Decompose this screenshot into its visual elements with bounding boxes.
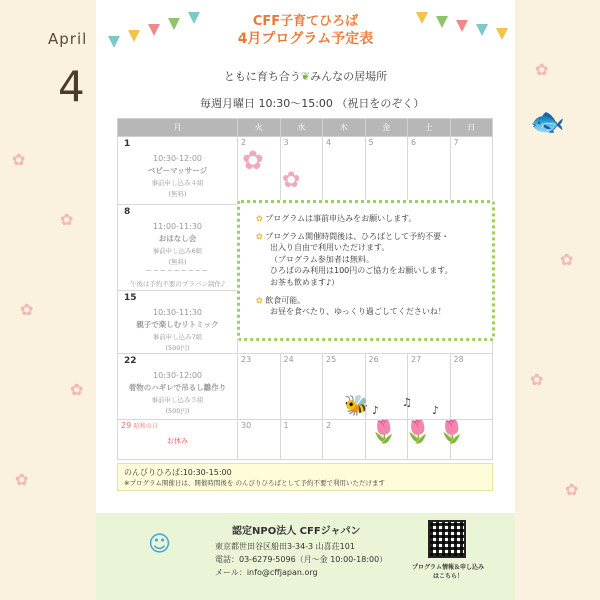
qr-code-icon[interactable] [428,520,466,558]
subtitle-after: みんなの居場所 [310,70,388,83]
org-email[interactable]: メール：info@cffjapan.org [215,568,318,577]
petal-icon: ✿ [530,370,544,389]
day-cell: 4 [323,137,366,205]
org-name: 認定NPO法人 CFFジャパン [232,526,361,537]
day-cell: 23 [238,354,281,420]
date-label: 8 [121,206,234,218]
monday-cell [118,205,238,291]
petal-icon: ✿ [12,150,26,169]
date-label: 22 [121,355,234,367]
bee-icon: 🐝 [344,393,369,417]
program-title: おはなし会 [158,234,197,243]
notice-item-2-line4: ひろばのみ利用は100円のご協力をお願いします。 [270,266,453,276]
petal-icon: ✿ [20,300,34,319]
date-label: 1 [121,138,234,150]
notice-item-2-line2: 出入り自由で利用いただけます。 [270,243,390,253]
weekday-wed: 水 [280,119,323,137]
org-phone: 電話：03-6279-5096（月〜金 10:00-18:00） [215,555,388,564]
nonbiri-hours: のんびりひろば:10:30-15:00 [124,468,232,477]
notice-item-2-line5: お茶も飲めます♪） [270,277,340,287]
notice-item-3-line1: 飲食可能。 [265,295,306,305]
schedule-text: 毎週月曜日 10:30〜15:00 （祝日をのぞく） [200,97,425,110]
tulip-icon: 🌷 [370,420,398,445]
qr-caption: プログラム情報＆申し込みはこちら！ [412,564,484,580]
subtitle [96,68,515,84]
petal-icon: ✿ [560,250,574,269]
program-time: 10:30-12:00 [153,154,202,163]
program-capacity: 事前申し込み6組 [152,247,203,255]
weekday-header-row [118,119,493,137]
subtitle-before: ともに育ち合う [223,70,301,83]
petal-icon: ✿ [565,480,579,499]
day-cell: 5 [365,137,408,205]
notice-item-3 [256,295,482,318]
music-note-icon: ♫ [402,396,412,409]
star-icon: ✿ [256,295,263,305]
monday-cell [118,354,238,420]
closed-label: お休み [167,437,188,445]
week-row-5 [118,420,493,460]
program-fee: (無料) [168,190,187,198]
day-cell: 24 [280,354,323,420]
notice-item-1 [256,213,482,225]
notice-box [237,200,495,341]
program-fee: (500円) [165,407,190,415]
notice-item-1-text: プログラムは事前申込みをお願いします。 [265,214,417,223]
day-cell: 30 [238,420,281,460]
org-logo-icon: ☺ [148,532,171,557]
date-label: 29 [121,421,132,430]
notice-item-2 [256,231,482,289]
program-time: 11:00-11:30 [153,222,202,231]
org-address: 東京都世田谷区船田3-34-3 山喜荘101 [215,542,355,551]
program-capacity: 事前申し込み7組 [152,333,203,341]
notice-item-2-line1: プログラム開催時間後は、ひろばとして予約不要・ [265,231,450,241]
monday-holiday-cell [118,420,238,460]
program-day-note: ※プログラム開催日は、開催時間後を のんびりひろばとして予約不要で利用いただけます [124,478,385,487]
program-capacity: 事前申し込み４組 [151,179,204,187]
weekday-fri: 金 [365,119,408,137]
monday-cell [118,291,238,354]
notice-item-3-line2: お昼を食べたり、ゆっくり過ごしてくださいね！ [270,307,446,317]
petal-icon: ✿ [15,470,29,489]
program-time: 10:30-12:00 [153,371,202,380]
dash-divider: ーーーーーーーーー [145,268,209,275]
week-row-1 [118,137,493,205]
weekday-tue: 火 [238,119,281,137]
day-cell: 2 [238,137,281,205]
day-cell: 25 [323,354,366,420]
program-fee: (500円) [165,344,190,352]
sakura-flower-icon: ✿ [242,146,264,176]
right-decoration [515,0,600,600]
footer-note-box [117,463,493,491]
tulip-icon: 🌷 [404,420,432,445]
month-word: April [48,30,88,48]
program-title: 親子で楽しむリトミック [136,320,219,329]
day-cell: 6 [408,137,451,205]
star-icon: ✿ [256,231,263,241]
program-title: 着物のハギレで吊るし雛作り [128,383,227,392]
weekday-mon: 月 [118,119,238,137]
notice-item-2-line3: （プログラム参加者は無料。 [270,254,374,264]
program-extra: 午後は予約不要のプラバン制作♪ [129,280,226,288]
music-note-icon: ♪ [432,404,440,417]
sakura-flower-icon: ✿ [282,168,301,193]
program-time: 10:30-11:30 [153,308,202,317]
day-cell: 1 [280,420,323,460]
weekday-thu: 木 [323,119,366,137]
day-cell: 7 [450,137,493,205]
weekday-sat: 土 [408,119,451,137]
tulip-icon: 🌷 [438,420,466,445]
bird-icon: 🐟 [530,105,565,138]
weekday-sun: 日 [450,119,493,137]
day-cell: 28 [450,354,493,420]
petal-icon: ✿ [535,60,549,79]
title-line-1: CFF子育てひろば [252,14,359,29]
day-cell: 27 [408,354,451,420]
sprout-icon: ❦ [300,70,311,83]
title-line-2: 4月プログラム予定表 [237,31,374,47]
program-title: ベビーマッサージ [147,166,208,175]
month-number: 4 [58,62,85,111]
star-icon: ✿ [256,214,263,223]
day-cell: 26 [365,354,408,420]
holiday-name: 昭和の日 [133,423,158,430]
day-cell: 2 [323,420,366,460]
program-capacity: 事前申し込み５組 [151,396,204,404]
day-cell: 3 [280,137,323,205]
program-fee: (無料) [168,258,187,266]
music-note-icon: ♪ [372,404,380,417]
date-label: 15 [121,292,234,304]
monday-cell [118,137,238,205]
petal-icon: ✿ [60,210,74,229]
petal-icon: ✿ [70,380,84,399]
